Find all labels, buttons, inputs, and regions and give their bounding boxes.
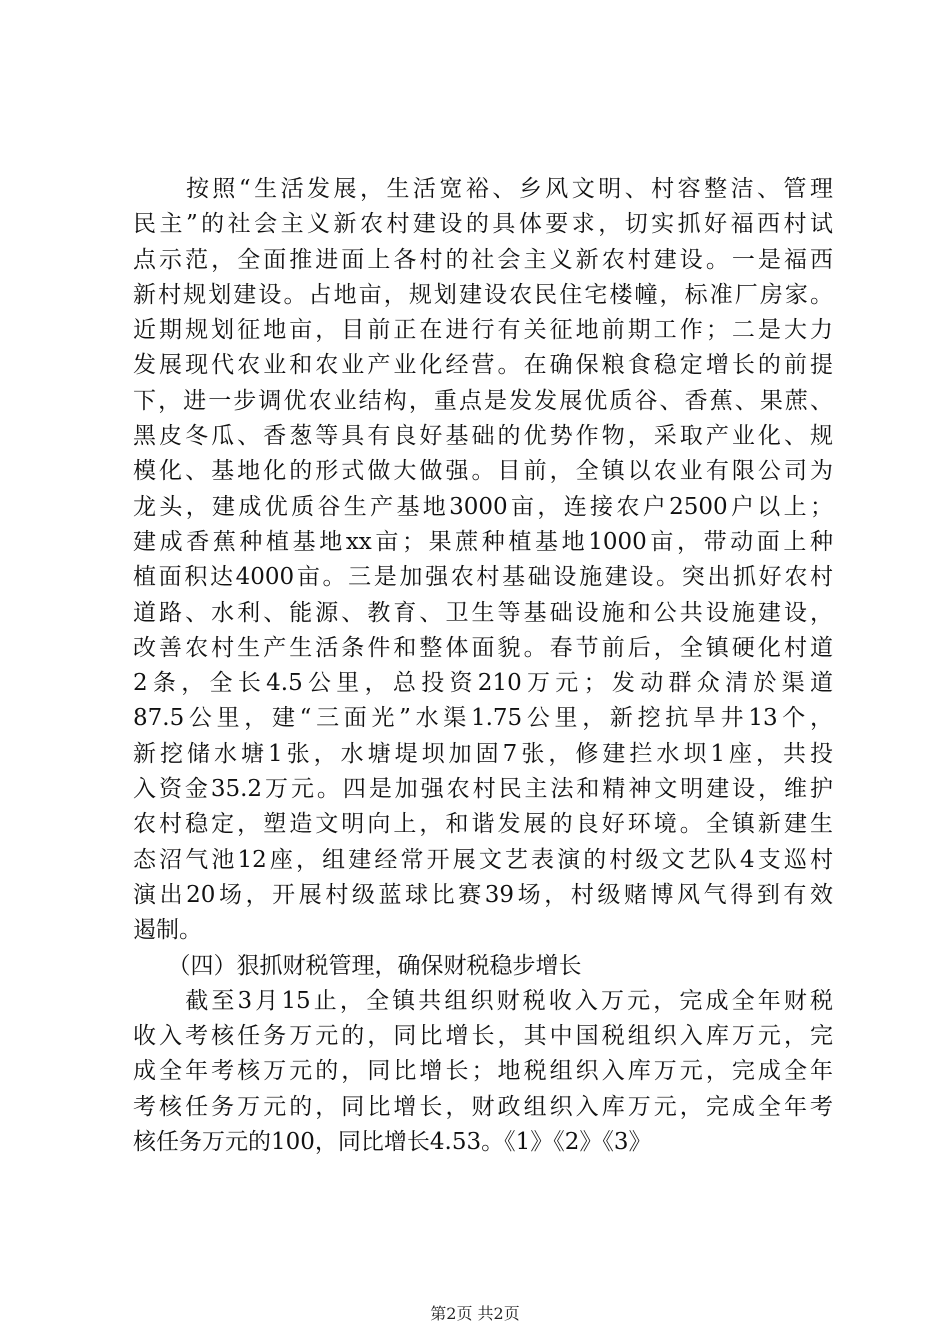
text-line: 2条，全长4.5公里，总投资210万元；发动群众清於渠道 (133, 670, 833, 697)
text-line: 态沼气池12座，组建经常开展文艺表演的村级文艺队4支巡村 (133, 846, 833, 873)
text-line: 近期规划征地亩，目前正在进行有关征地前期工作；二是大力 (133, 317, 833, 344)
text-line: 植面积达4000亩。三是加强农村基础设施建设。突出抓好农村 (133, 564, 833, 591)
text-line: 遏制。 (133, 917, 202, 944)
text-line: 点示范，全面推进面上各村的社会主义新农村建设。一是福西 (133, 246, 833, 273)
text-line: 发展现代农业和农业产业化经营。在确保粮食稳定增长的前提 (133, 352, 833, 379)
section-heading: （四）狠抓财税管理，确保财税稳步增长 (133, 952, 582, 979)
text-line: 龙头，建成优质谷生产基地3000亩，连接农户2500户以上； (133, 493, 833, 520)
text-line: 87.5公里，建“三面光”水渠1.75公里，新挖抗旱井13个， (133, 705, 833, 732)
text-line: 入资金35.2万元。四是加强农村民主法和精神文明建设，维护 (133, 776, 833, 803)
document-body (133, 172, 833, 1160)
text-line: 改善农村生产生活条件和整体面貌。春节前后，全镇硬化村道 (133, 634, 833, 661)
text-line: 建成香蕉种植基地xx亩；果蔗种植基地1000亩，带动面上种 (133, 528, 833, 555)
text-line: 核任务万元的100，同比增长4.53。《1》《2》《3》 (133, 1129, 652, 1156)
text-line: 按照“生活发展，生活宽裕、乡风文明、村容整洁、管理 (133, 176, 833, 202)
text-line: 下，进一步调优农业结构，重点是发发展优质谷、香蕉、果蔗、 (133, 387, 833, 414)
text-line: 截至3月15止，全镇共组织财税收入万元，完成全年财税 (133, 987, 833, 1014)
text-line: 成全年考核万元的，同比增长；地税组织入库万元，完成全年 (133, 1058, 833, 1085)
text-line: 演出20场，开展村级蓝球比赛39场，村级赌博风气得到有效 (133, 881, 833, 908)
page-footer (0, 1304, 950, 1324)
text-line: 模化、基地化的形式做大做强。目前，全镇以农业有限公司为 (133, 458, 833, 485)
text-line: 道路、水利、能源、教育、卫生等基础设施和公共设施建设， (133, 599, 833, 626)
text-line: 收入考核任务万元的，同比增长，其中国税组织入库万元，完 (133, 1023, 833, 1050)
page-number: 第2页 共2页 (430, 1304, 520, 1323)
text-line: 黑皮冬瓜、香葱等具有良好基础的优势作物，采取产业化、规 (133, 423, 833, 450)
text-line: 农村稳定，塑造文明向上，和谐发展的良好环境。全镇新建生 (133, 811, 833, 838)
text-line: 新挖储水塘1张，水塘堤坝加固7张，修建拦水坝1座，共投 (133, 740, 833, 767)
text-line: 新村规划建设。占地亩，规划建设农民住宅楼幢，标准厂房家。 (133, 281, 833, 308)
text-line: 考核任务万元的，同比增长，财政组织入库万元，完成全年考 (133, 1093, 833, 1120)
text-line: 民主”的社会主义新农村建设的具体要求，切实抓好福西村试 (133, 211, 833, 238)
